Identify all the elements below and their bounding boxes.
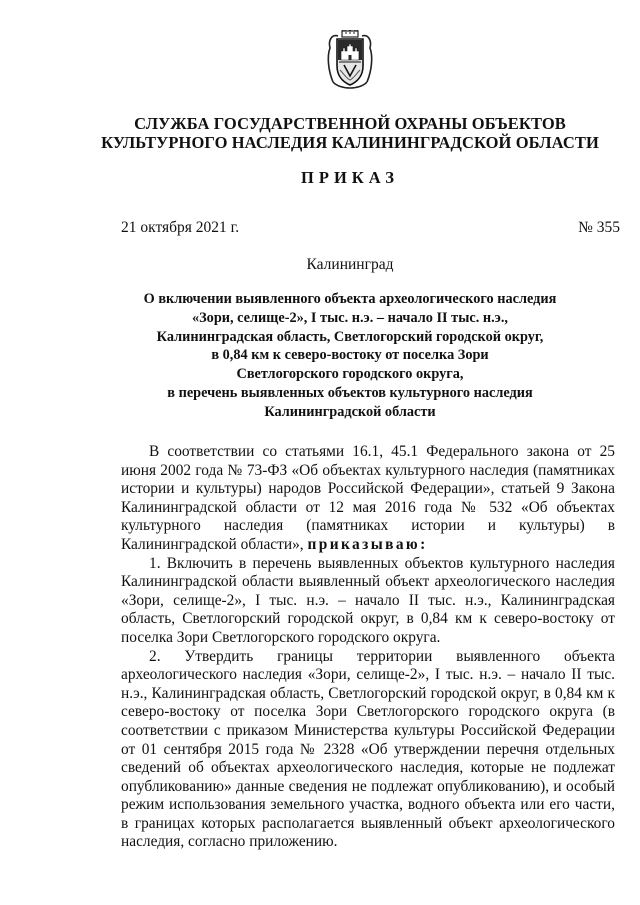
agency-name-line-1: СЛУЖБА ГОСУДАРСТВЕННОЙ ОХРАНЫ ОБЪЕКТОВ [134, 114, 566, 133]
document-body [121, 443, 615, 852]
preamble-paragraph [121, 443, 615, 555]
title-line: в 0,84 км к северо-востоку от поселка Зори [211, 347, 489, 364]
document-city: Калининград [306, 256, 394, 273]
kaliningrad-coat-of-arms-icon [324, 30, 376, 92]
order-item-2: 2. Утвердить границы территории выявленного объекта археологического наследия «Зори, селище-2», I тыс. н.э. – начало II тыс. н.э., Калининградская область, Светлогорский городской округ, в 0,84 км к северо-востоку от поселка Зори Светлогорского городского округа (в соответствии с приказом Министерства культуры Российской Федерации от 01 сентября 2015 года № 2328 «Об утверждении перечня отдельных сведений об объектах археологического наследия, которые не подлежат опубликованию» данные сведения не подлежат опубликованию), и особый режим использования земельного участка, водного объекта или его части, в границах которых располагается выявленный объект археологического наследия, согласно приложению. [121, 647, 615, 851]
title-line: О включении выявленного объекта археологического наследия [143, 291, 557, 307]
document-type: ПРИКАЗ [301, 168, 399, 187]
agency-name-line-2: КУЛЬТУРНОГО НАСЛЕДИЯ КАЛИНИНГРАДСКОЙ ОБЛАСТИ [101, 133, 599, 152]
document-number: № 355 [578, 219, 620, 236]
document-date: 21 октября 2021 г. [121, 219, 240, 236]
document-title [60, 290, 640, 422]
title-line: Калининградской области [264, 403, 436, 420]
order-word: приказываю: [307, 535, 428, 553]
title-line: «Зори, селище-2», I тыс. н.э. – начало II тыс. н.э., [191, 309, 509, 326]
title-line: Калининградская область, Светлогорский городской округ, [156, 328, 544, 345]
preamble-text: В соответствии со статьями 16.1, 45.1 Федерального закона от 25 июня 2002 года № 73-ФЗ «Об объектах культурного наследия (памятниках истории и культуры) народов Российской Федерации», статьей 9 Закона Калининградской области от 12 мая 2016 года № 532 «Об объектах культурного наследия (памятниках истории и культуры) в Калининградской области», [121, 443, 615, 553]
title-line: Светлогорского городского округа, [236, 366, 464, 383]
order-item-1: 1. Включить в перечень выявленных объектов культурного наследия Калининградской области выявленный объект археологического наследия «Зори, селище-2», I тыс. н.э. – начало II тыс. н.э., Калининградская область, Светлогорский городской округ, в 0,84 км к северо-востоку от поселка Зори Светлогорского городского округа. [121, 554, 615, 646]
title-line: в перечень выявленных объектов культурного наследия [167, 384, 533, 401]
agency-name [60, 114, 640, 152]
